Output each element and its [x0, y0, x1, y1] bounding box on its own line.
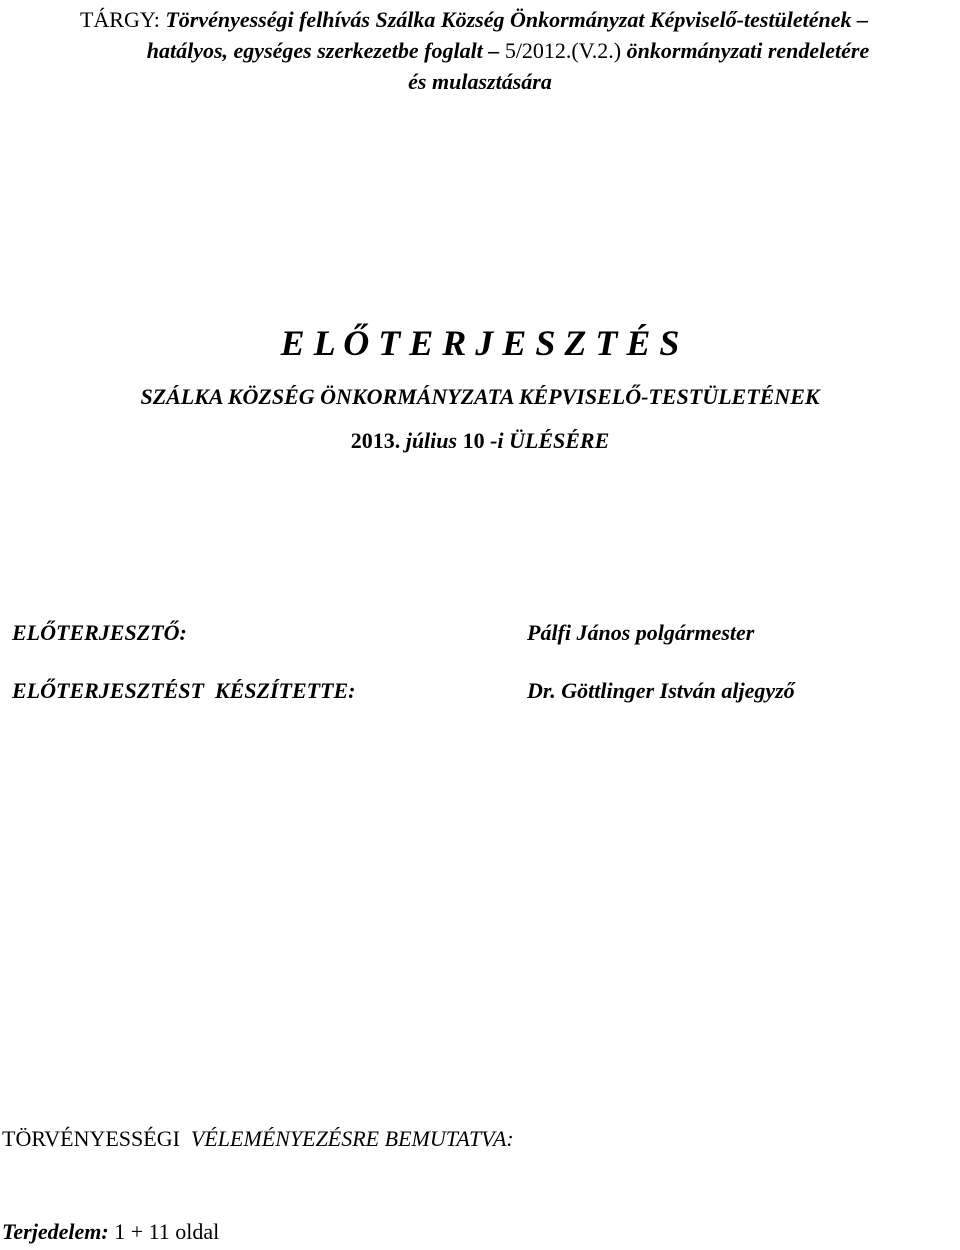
- document-length: [2, 1219, 219, 1245]
- subject-heading: [0, 4, 960, 97]
- subject-lead: TÁRGY:: [79, 7, 166, 32]
- body-name: SZÁLKA KÖZSÉG ÖNKORMÁNYZATA KÉPVISELŐ-TESTÜLETÉNEK: [140, 384, 820, 409]
- subject-line-3: és mulasztására: [408, 69, 552, 94]
- review-part-a: TÖRVÉNYESSÉGI: [2, 1126, 191, 1151]
- subject-text: Törvényességi felhívás Szálka Község Önkormányzat Képviselő-testületének –: [165, 7, 869, 32]
- subject-text-2a: hatályos, egységes szerkezetbe foglalt –: [146, 38, 505, 63]
- decree-number: 5/2012.(V.2.): [504, 38, 622, 63]
- legal-review-line: [2, 1126, 514, 1152]
- subject-text-2b: önkormányzati rendeletére: [621, 38, 870, 63]
- length-value: 1 + 11 oldal: [108, 1219, 220, 1244]
- presenter-label: ELŐTERJESZTŐ:: [12, 620, 187, 645]
- review-part-b: VÉLEMÉNYEZÉSRE: [190, 1126, 380, 1151]
- review-part-c: BEMUTATVA:: [379, 1126, 514, 1151]
- meeting-month: július: [400, 428, 463, 453]
- meeting-suffix: -i ÜLÉSÉRE: [484, 428, 610, 453]
- presenter-value: Pálfi János polgármester: [527, 620, 755, 645]
- subject-line-1: [0, 4, 954, 35]
- length-label: Terjedelem:: [2, 1219, 109, 1244]
- subject-line-2: [28, 35, 960, 66]
- preparer-label: ELŐTERJESZTÉST KÉSZÍTETTE:: [12, 678, 356, 703]
- meeting-date: [0, 428, 960, 454]
- meeting-day: 10: [462, 428, 485, 453]
- meeting-year: 2013.: [350, 428, 401, 453]
- preparer-value: Dr. Göttlinger István aljegyző: [527, 678, 795, 703]
- document-title: E L Ő T E R J E S Z T É S: [280, 323, 680, 363]
